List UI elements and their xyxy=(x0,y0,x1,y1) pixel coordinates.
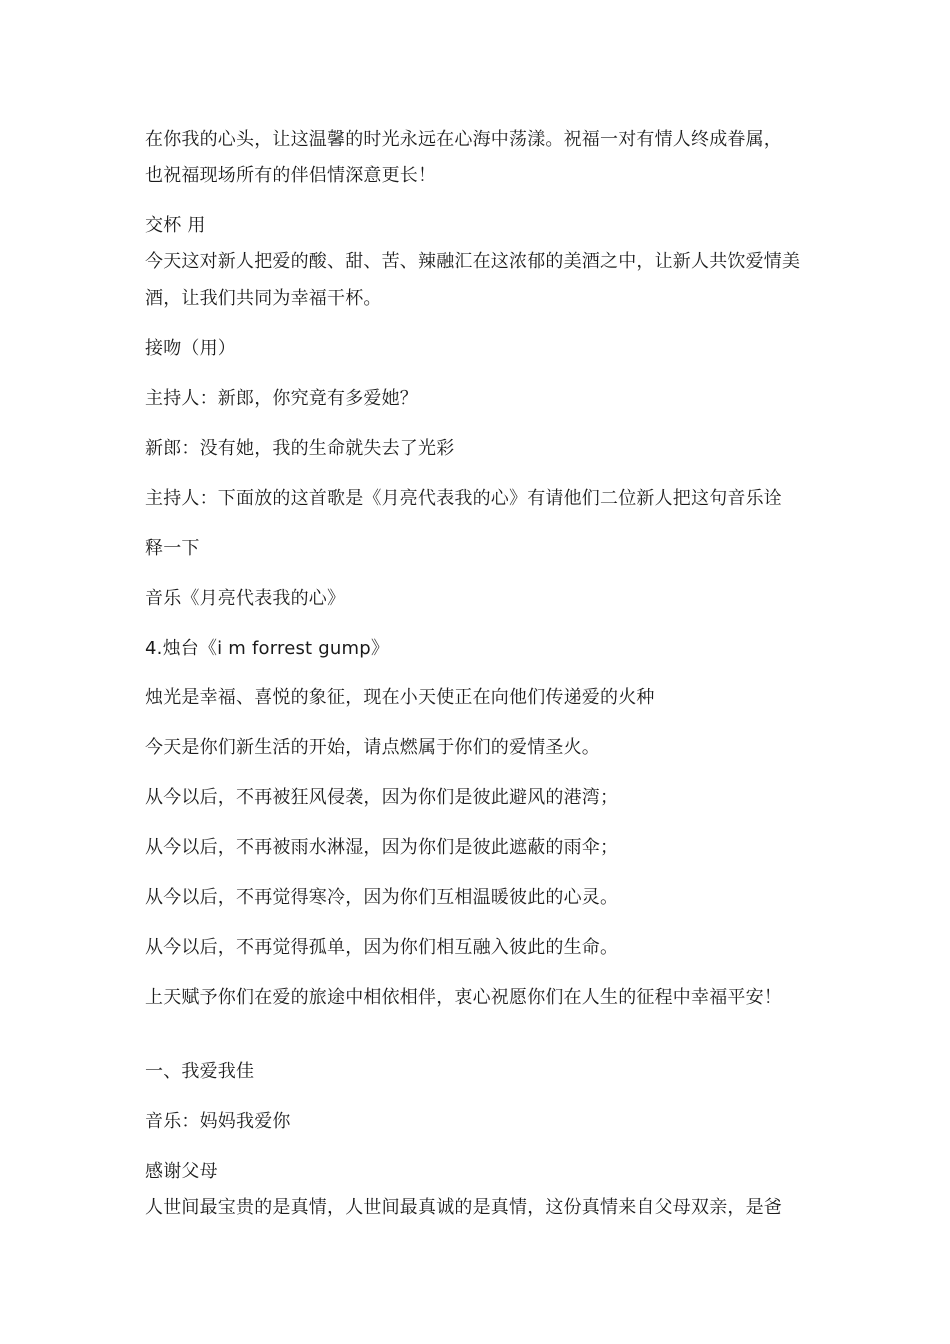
text-line: 在你我的心头，让这温馨的时光永远在心海中荡漾。祝福一对有情人终成眷属， xyxy=(145,129,782,150)
text-line: 感谢父母 xyxy=(145,1161,218,1182)
text-line: 烛光是幸福、喜悦的象征，现在小天使正在向他们传递爱的火种 xyxy=(145,687,655,708)
text-line: 也祝福现场所有的伴侣情深意更长！ xyxy=(145,165,437,186)
section-heading: 一、我爱我佳 xyxy=(145,1061,255,1082)
text-line: 主持人：新郎，你究竟有多爱她？ xyxy=(145,388,418,409)
text-line: 新郎：没有她，我的生命就失去了光彩 xyxy=(145,438,455,459)
text-line: 从今以后，不再觉得寒冷，因为你们互相温暖彼此的心灵。 xyxy=(145,887,619,908)
text-line: 接吻（用） xyxy=(145,338,236,359)
text-line: 酒，让我们共同为幸福干杯。 xyxy=(145,288,382,309)
text-line: 今天这对新人把爱的酸、甜、苦、辣融汇在这浓郁的美酒之中，让新人共饮爱情美 xyxy=(145,251,801,272)
text-line: 主持人：下面放的这首歌是《月亮代表我的心》有请他们二位新人把这句音乐诠 xyxy=(145,488,782,509)
text-line: 音乐《月亮代表我的心》 xyxy=(145,588,346,609)
text-line: 音乐：妈妈我爱你 xyxy=(145,1111,291,1132)
text-line: 从今以后，不再被狂风侵袭，因为你们是彼此避风的港湾； xyxy=(145,787,619,808)
section-heading: 4.烛台《i m forrest gump》 xyxy=(145,638,390,659)
text-line: 从今以后，不再觉得孤单，因为你们相互融入彼此的生命。 xyxy=(145,937,619,958)
text-line: 上天赋予你们在爱的旅途中相依相伴，衷心祝愿你们在人生的征程中幸福平安！ xyxy=(145,987,782,1008)
text-line: 人世间最宝贵的是真情，人世间最真诚的是真情，这份真情来自父母双亲，是爸 xyxy=(145,1197,782,1218)
text-line: 释一下 xyxy=(145,538,200,559)
text-line: 今天是你们新生活的开始，请点燃属于你们的爱情圣火。 xyxy=(145,737,600,758)
text-line: 从今以后，不再被雨水淋湿，因为你们是彼此遮蔽的雨伞； xyxy=(145,837,619,858)
text-line: 交杯 用 xyxy=(145,215,206,236)
